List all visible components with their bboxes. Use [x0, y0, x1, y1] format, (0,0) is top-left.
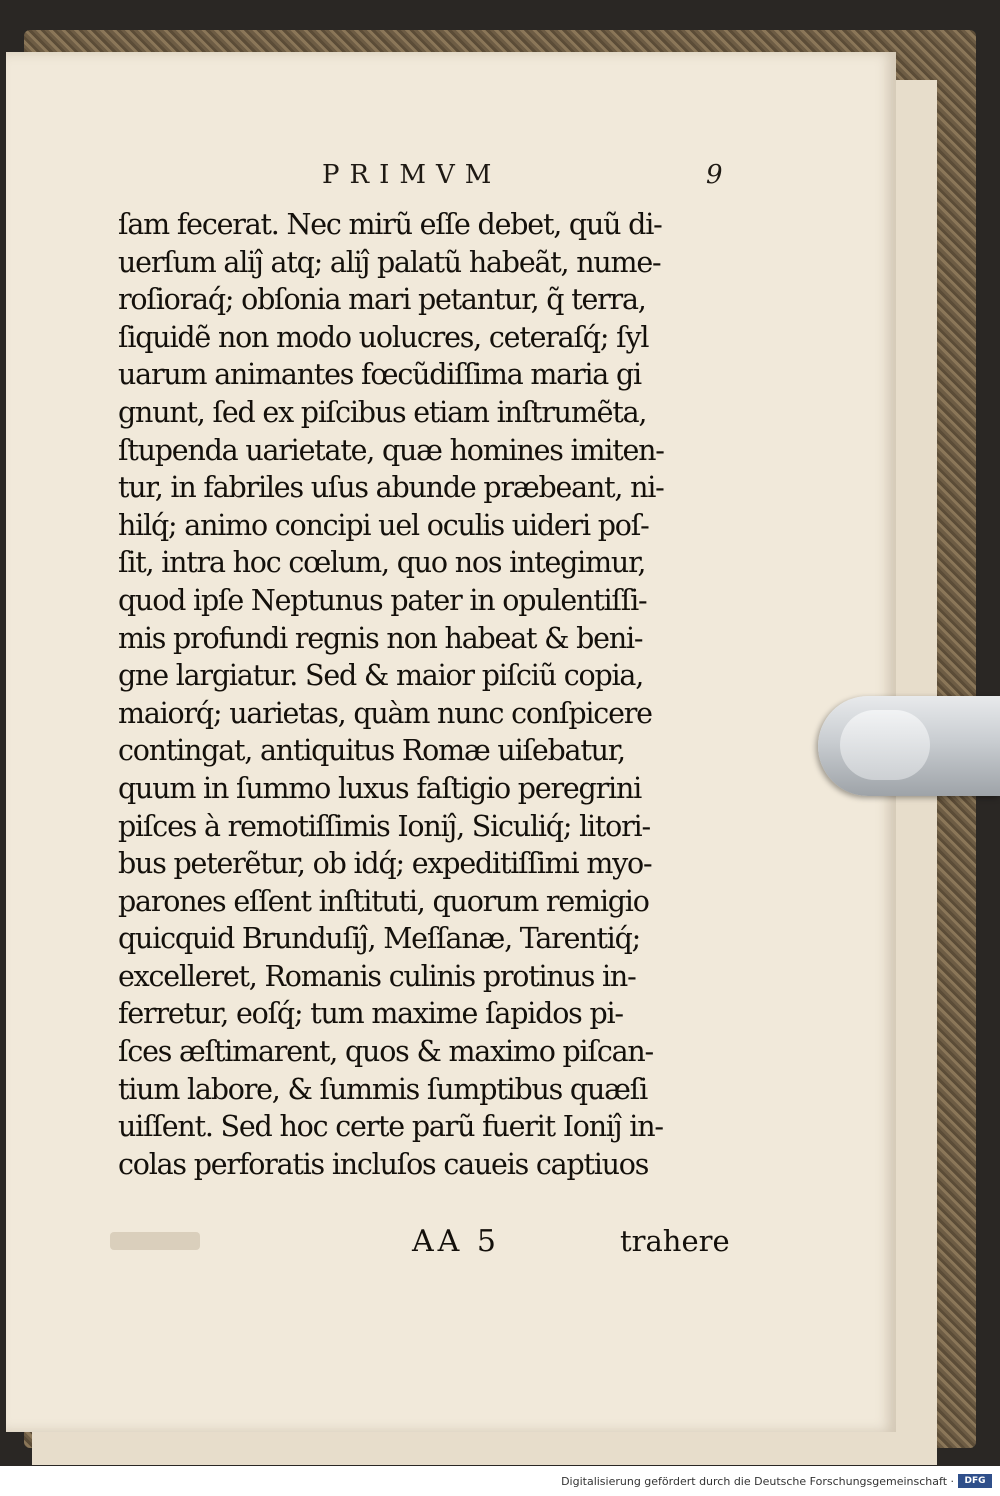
book-clip [818, 696, 1000, 796]
text-line: uerſum aliĵ atq; aliĵ palatũ habeãt, nume- [118, 245, 661, 279]
running-head: PRIMVM [322, 160, 502, 190]
faint-stain [110, 1232, 200, 1250]
text-line: roſioraq́; obſonia mari petantur, q̃ terra, [118, 283, 646, 317]
text-line: quod ipſe Neptunus pater in opulentiſſi- [118, 583, 647, 617]
page-number: 9 [706, 160, 723, 190]
text-line: piſces à remotiſſimis Ioniĵ, Siculiq́; litori- [118, 809, 650, 843]
text-line: quum in ſummo luxus faſtigio peregrini [118, 771, 642, 805]
text-line: ſit, intra hoc cœlum, quo nos integimur, [118, 546, 646, 580]
text-line: parones eſſent inſtituti, quorum remigio [118, 884, 649, 918]
text-line: gnunt, ſed ex piſcibus etiam inſtrumẽta, [118, 395, 647, 429]
text-line: maiorq́; uarietas, quàm nunc conſpicere [118, 696, 652, 730]
text-line: colas perforatis incluſos caueis captiuos [118, 1147, 649, 1181]
signature-mark: AA 5 [412, 1224, 500, 1259]
text-line: tur, in fabriles uſus abunde præbeant, ni- [118, 471, 664, 505]
text-line: contingat, antiquitus Romæ uiſebatur, [118, 734, 625, 768]
text-line: bus peterẽtur, ob idq́; expeditiſſimi myo- [118, 847, 652, 881]
book-clip-highlight [840, 710, 930, 780]
text-line: ſtupenda uarietate, quæ homines imiten- [118, 433, 664, 467]
text-line: quicquid Brunduſiĵ, Meſſanæ, Tarentiq́; [118, 922, 641, 956]
text-line: ſam fecerat. Nec mirũ eſſe debet, quũ di- [118, 208, 662, 241]
text-line: ferretur, eoſq́; tum maxime ſapidos pi- [118, 997, 623, 1031]
dfg-logo-icon: DFG [958, 1474, 992, 1488]
text-line: tium labore, & ſummis ſumptibus quæſi [118, 1072, 647, 1106]
text-line: gne largiatur. Sed & maior piſciũ copia, [118, 659, 644, 693]
text-line: uiſſent. Sed hoc certe parũ fuerit Ioniĵ in- [118, 1110, 663, 1144]
catchword: trahere [620, 1224, 730, 1258]
text-line: mis profundi regnis non habeat & beni- [118, 621, 643, 655]
text-line: excelleret, Romanis culinis protinus in- [118, 959, 636, 993]
text-line: uarum animantes fœcũdiſſima maria gi [118, 358, 641, 392]
funding-credit: Digitalisierung gefördert durch die Deutsche Forschungsgemeinschaft · [561, 1475, 954, 1488]
text-line: hilq́; animo concipi uel oculis uideri poſ- [118, 508, 649, 542]
text-line: ſiquidẽ non modo uolucres, ceteraſq́; ſyl [118, 320, 649, 354]
body-text [118, 206, 758, 1183]
text-line: ſces æſtimarent, quos & maximo piſcan- [118, 1035, 653, 1069]
